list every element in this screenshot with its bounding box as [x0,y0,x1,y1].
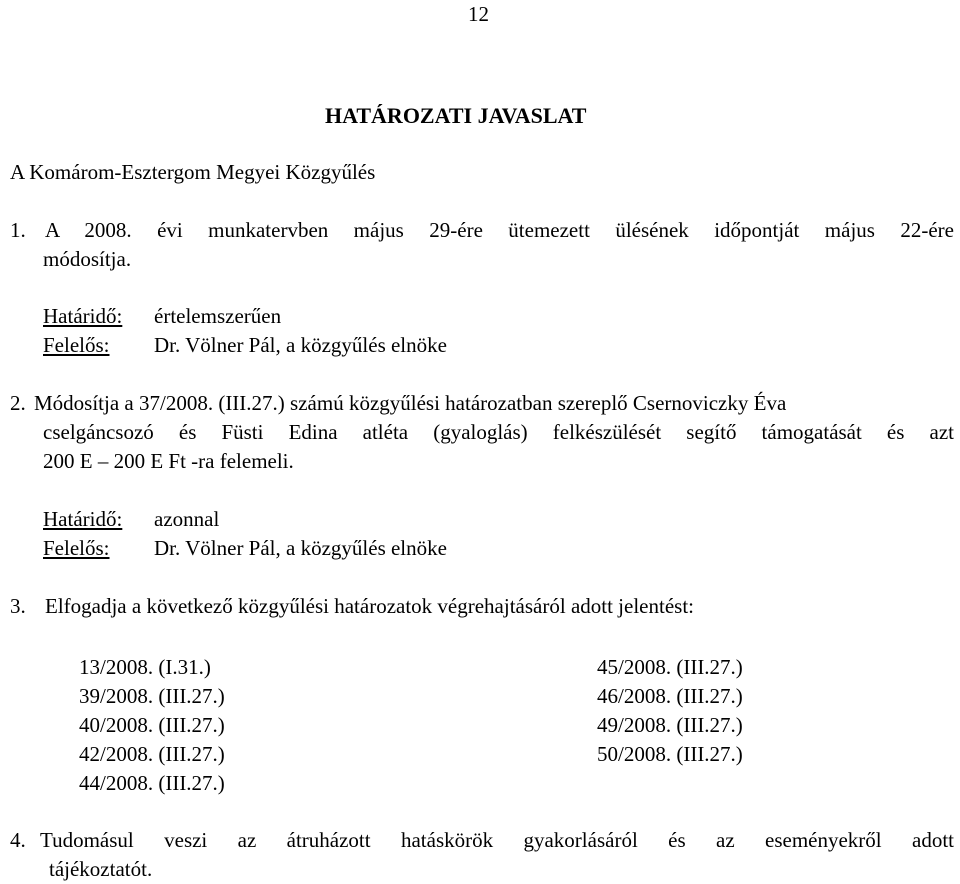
list-item: 49/2008. (III.27.) [597,713,743,737]
item-2-line-1: 2. Módosítja a 37/2008. (III.27.) számú közgyűlési határozatban szereplő Csernoviczky Éva [10,389,786,418]
item-2-deadline [43,505,219,534]
deadline-label: Határidő: [43,507,123,531]
item-2-line-3: 200 E – 200 E Ft -ra felemeli. [43,449,294,473]
item-1-deadline [43,302,281,331]
item-3-line-1: 3. Elfogadja a következő közgyűlési határozatok végrehajtásáról adott jelentést: [10,592,694,621]
item-2-responsible [43,534,447,563]
item-3-number: 3. [10,594,26,618]
item-1-line-1: 1. A 2008. évi munkatervben május 29-ére ütemezett ülésének időpontját május 22-ére [10,216,954,245]
item-2-line-2: cselgáncsozó és Füsti Edina atléta (gyaloglás) felkészülését segítő támogatását és azt [43,420,954,444]
intro-text: A Komárom-Esztergom Megyei Közgyűlés [10,160,376,184]
resolution-list-left [79,653,225,798]
item-4-line-2: tájékoztatót. [49,857,153,881]
responsible-label: Felelős: [43,536,110,560]
item-1-line-2: módosítja. [43,247,132,271]
item-1-responsible [43,331,447,360]
list-item: 13/2008. (I.31.) [79,655,211,679]
list-item: 44/2008. (III.27.) [79,771,225,795]
document-title: HATÁROZATI JAVASLAT [325,103,587,128]
list-item: 39/2008. (III.27.) [79,684,225,708]
list-item: 42/2008. (III.27.) [79,742,225,766]
list-item: 40/2008. (III.27.) [79,713,225,737]
deadline-value: értelemszerűen [154,304,282,328]
list-item: 50/2008. (III.27.) [597,742,743,766]
page-number: 12 [468,2,489,26]
responsible-label: Felelős: [43,333,110,357]
responsible-value: Dr. Völner Pál, a közgyűlés elnöke [154,536,447,560]
item-1-number: 1. [10,218,26,242]
item-1 [10,216,954,245]
item-4-line-1: 4. Tudomásul veszi az átruházott hatáskörök gyakorlásáról és az eseményekről adott [10,826,954,855]
responsible-value: Dr. Völner Pál, a közgyűlés elnöke [154,333,447,357]
deadline-value: azonnal [154,507,220,531]
resolution-list-right [597,653,743,769]
item-4-number: 4. [10,828,26,852]
list-item: 45/2008. (III.27.) [597,655,743,679]
item-2-number: 2. [10,391,26,415]
deadline-label: Határidő: [43,304,123,328]
list-item: 46/2008. (III.27.) [597,684,743,708]
